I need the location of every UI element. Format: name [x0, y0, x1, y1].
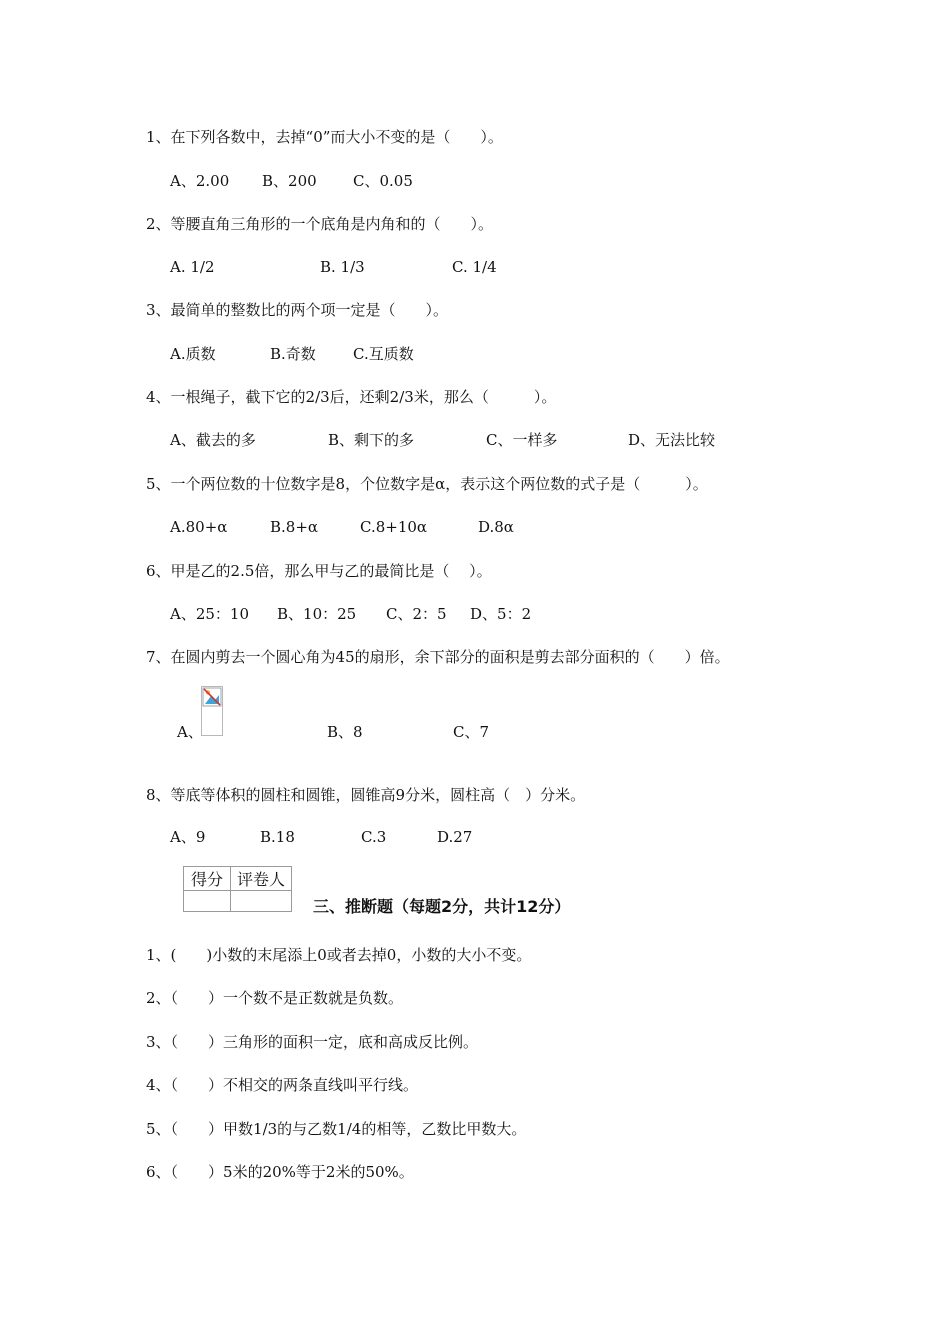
grader-cell: [231, 891, 292, 912]
option-3a: A.质数: [170, 345, 216, 363]
option-8b: B.18: [260, 828, 295, 846]
option-5d: D.8α: [478, 518, 514, 536]
option-3c: C.互质数: [353, 345, 414, 363]
option-1b: B、200: [262, 172, 317, 190]
question-8: 8、等底等体积的圆柱和圆锥，圆锥高9分米，圆柱高（ ）分米。: [146, 786, 586, 804]
option-1a: A、2.00: [170, 172, 230, 190]
judgment-3: 3、（ ）三角形的面积一定，底和高成反比例。: [146, 1033, 479, 1051]
option-2c: C. 1/4: [452, 258, 497, 276]
option-7b: B、8: [327, 723, 363, 741]
option-5a: A.80+α: [170, 518, 228, 536]
option-7a-image: [201, 686, 223, 736]
question-2: 2、等腰直角三角形的一个底角是内角和的（ ）。: [146, 215, 494, 233]
option-2b: B. 1/3: [320, 258, 365, 276]
judgment-5: 5、（ ）甲数1/3的与乙数1/4的相等，乙数比甲数大。: [146, 1120, 527, 1138]
option-7c: C、7: [453, 723, 490, 741]
option-8a: A、9: [170, 828, 206, 846]
option-4d: D、无法比较: [628, 431, 716, 449]
score-header: 得分: [184, 867, 231, 891]
option-7a: A、: [177, 723, 203, 741]
option-8c: C.3: [361, 828, 387, 846]
question-4: 4、一根绳子，截下它的2/3后，还剩2/3米，那么（ ）。: [146, 388, 557, 406]
grader-header: 评卷人: [231, 867, 292, 891]
option-8d: D.27: [437, 828, 473, 846]
question-1: 1、在下列各数中，去掉“0”而大小不变的是（ ）。: [146, 128, 503, 146]
judgment-1: 1、( )小数的末尾添上0或者去掉0，小数的大小不变。: [146, 946, 532, 964]
option-6d: D、5：2: [470, 605, 532, 623]
question-6: 6、甲是乙的2.5倍，那么甲与乙的最简比是（ ）。: [146, 562, 492, 580]
option-6a: A、25：10: [170, 605, 250, 623]
option-6b: B、10：25: [277, 605, 357, 623]
judgment-2: 2、（ ）一个数不是正数就是负数。: [146, 989, 404, 1007]
judgment-6: 6、（ ）5米的20%等于2米的50%。: [146, 1163, 414, 1181]
question-5: 5、一个两位数的十位数字是8，个位数字是α，表示这个两位数的式子是（ ）。: [146, 475, 708, 493]
option-5c: C.8+10α: [360, 518, 428, 536]
option-5b: B.8+α: [270, 518, 319, 536]
score-cell: [184, 891, 231, 912]
question-3: 3、最简单的整数比的两个项一定是（ ）。: [146, 301, 449, 319]
option-4c: C、一样多: [486, 431, 558, 449]
question-7: 7、在圆内剪去一个圆心角为45的扇形，余下部分的面积是剪去部分面积的（ ）倍。: [146, 648, 730, 666]
option-4a: A、截去的多: [170, 431, 256, 449]
option-1c: C、0.05: [353, 172, 413, 190]
score-table: [183, 866, 292, 912]
option-4b: B、剩下的多: [328, 431, 415, 449]
judgment-4: 4、（ ）不相交的两条直线叫平行线。: [146, 1076, 419, 1094]
option-2a: A. 1/2: [170, 258, 215, 276]
section-title: 三、推断题（每题2分，共计12分）: [313, 897, 571, 916]
broken-image-icon: [202, 687, 222, 707]
option-3b: B.奇数: [270, 345, 316, 363]
option-6c: C、2：5: [386, 605, 447, 623]
